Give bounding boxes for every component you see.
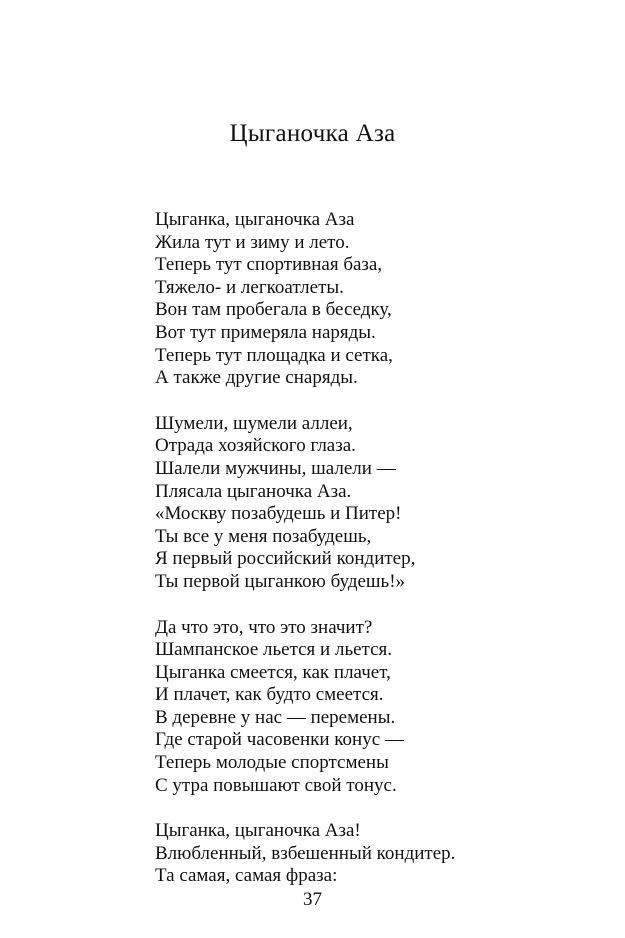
- poem-line: Шумели, шумели аллеи,: [155, 412, 353, 434]
- poem-line: Вон там пробегала в беседку,: [155, 299, 392, 321]
- poem-line: А также другие снаряды.: [155, 367, 358, 389]
- poem-line: Я первый российский кондитер,: [155, 548, 416, 570]
- poem-title: Цыганочка Аза: [229, 120, 396, 147]
- stanza-4: [155, 820, 595, 888]
- poem-body: [155, 209, 595, 911]
- poem-line: Отрада хозяйского глаза.: [155, 435, 356, 457]
- poem-line: Вот тут примеряла наряды.: [155, 321, 376, 343]
- poem-line: Ты все у меня позабудешь,: [155, 525, 372, 547]
- poem-line: Цыганка, цыганочка Аза!: [155, 820, 361, 842]
- poem-line: Цыганка, цыганочка Аза: [155, 209, 355, 230]
- stanza-1: [155, 209, 595, 390]
- poem-line: Влюбленный, взбешенный кондитер.: [155, 842, 456, 864]
- poem-line: Та самая, самая фраза:: [155, 865, 338, 887]
- poem-line: Теперь молодые спортсмены: [155, 752, 389, 774]
- poem-line: Шампанское льется и льется.: [155, 639, 392, 661]
- poem-line: Плясала цыганочка Аза.: [155, 480, 352, 502]
- poem-line: «Москву позабудешь и Питер!: [155, 503, 402, 525]
- poem-line: Теперь тут спортивная база,: [155, 254, 383, 276]
- poem-line: С утра повышают свой тонус.: [155, 774, 397, 796]
- stanza-2: [155, 413, 595, 594]
- poem-line: Ты первой цыганкою будешь!»: [155, 570, 406, 592]
- poem-line: Теперь тут площадка и сетка,: [155, 344, 393, 366]
- poem-line: Да что это, что это значит?: [155, 616, 373, 638]
- page-number: 37: [303, 889, 322, 910]
- stanza-3: [155, 617, 595, 798]
- poem-line: Тяжело- и легкоатлеты.: [155, 276, 344, 298]
- poem-line: И плачет, как будто смеется.: [155, 684, 384, 706]
- poem-line: В деревне у нас — перемены.: [155, 706, 396, 728]
- poem-line: Жила тут и зиму и лето.: [155, 231, 350, 253]
- poem-line: Шалели мужчины, шалели —: [155, 457, 396, 479]
- poem-line: Где старой часовенки конус —: [155, 729, 404, 751]
- poem-line: Цыганка смеется, как плачет,: [155, 661, 391, 683]
